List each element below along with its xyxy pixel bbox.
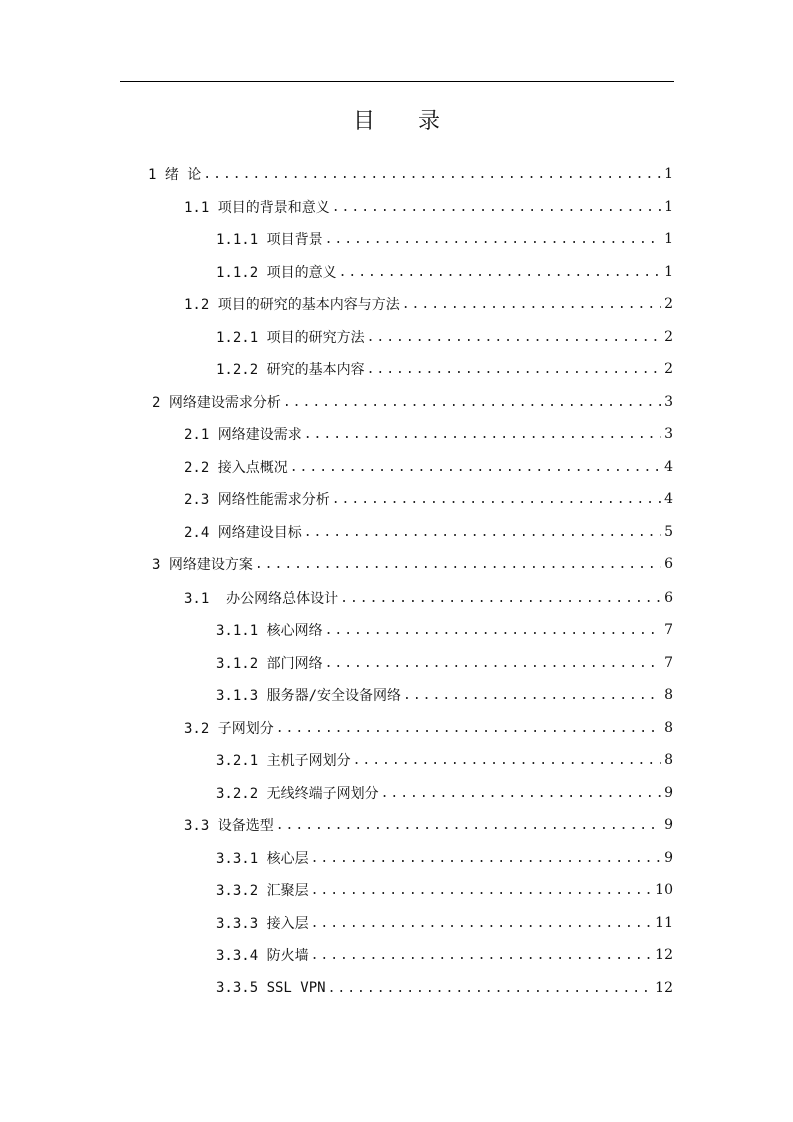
toc-entry[interactable] <box>184 488 673 510</box>
toc-entry[interactable] <box>184 293 673 315</box>
toc-entry-label: 3.3.4 防火墙 <box>216 948 309 964</box>
toc-entry[interactable] <box>184 521 673 543</box>
toc-entry-label: 3.1.1 核心网络 <box>216 623 323 639</box>
toc-entry-page: 1 <box>664 166 673 182</box>
toc-entry[interactable] <box>184 423 673 445</box>
toc-entry-page: 4 <box>664 459 673 475</box>
toc-entry[interactable] <box>216 879 673 901</box>
toc-entry-label: 3.2.1 主机子网划分 <box>216 753 351 769</box>
toc-entry-label: 1.1.1 项目背景 <box>216 232 323 248</box>
toc-entry-label: 3.3 设备选型 <box>184 818 274 834</box>
toc-leader-dots <box>283 395 661 410</box>
toc-leader-dots <box>276 818 661 833</box>
toc-leader-dots <box>304 525 661 540</box>
toc-entry[interactable] <box>216 652 673 674</box>
toc-leader-dots <box>311 883 653 898</box>
toc-entry[interactable] <box>216 358 673 380</box>
toc-entry-page: 1 <box>664 199 673 215</box>
toc-entry-page: 10 <box>655 882 673 898</box>
toc-entry[interactable] <box>184 814 673 836</box>
toc-entry[interactable] <box>216 977 673 999</box>
toc-entry-label: 3.3.5 SSL VPN <box>216 980 326 996</box>
toc-leader-dots <box>290 460 661 475</box>
toc-entry[interactable] <box>216 228 673 250</box>
toc-leader-dots <box>311 948 653 963</box>
toc-entry-page: 7 <box>664 655 673 671</box>
toc-entry-page: 2 <box>664 296 673 312</box>
toc-entry-page: 6 <box>664 590 673 606</box>
toc-entry-label: 1.1.2 项目的意义 <box>216 265 337 281</box>
toc-entry[interactable] <box>148 163 673 185</box>
toc-entry-page: 9 <box>664 817 673 833</box>
toc-entry-label: 1.2.2 研究的基本内容 <box>216 362 365 378</box>
toc-leader-dots <box>325 656 662 671</box>
toc-leader-dots <box>339 265 662 280</box>
toc-entry-page: 3 <box>664 426 673 442</box>
toc-entry[interactable] <box>152 391 673 413</box>
toc-entry-page: 8 <box>664 752 673 768</box>
toc-leader-dots <box>340 591 661 606</box>
toc-entry[interactable] <box>216 684 673 706</box>
toc-entry-page: 12 <box>655 947 673 963</box>
toc-leader-dots <box>311 916 653 931</box>
toc-entry-label: 2.3 网络性能需求分析 <box>184 492 330 508</box>
toc-leader-dots <box>332 200 661 215</box>
toc-entry-label: 1 绪 论 <box>148 167 202 183</box>
toc-entry[interactable] <box>216 782 673 804</box>
toc-entry[interactable] <box>216 912 673 934</box>
toc-entry-page: 9 <box>664 785 673 801</box>
toc-leader-dots <box>353 753 662 768</box>
toc-entry-page: 9 <box>664 850 673 866</box>
toc-entry-label: 3.1 办公网络总体设计 <box>184 591 339 607</box>
toc-entry[interactable] <box>184 196 673 218</box>
toc-entry-label: 3.1.2 部门网络 <box>216 656 323 672</box>
toc-leader-dots <box>325 623 662 638</box>
toc-entry[interactable] <box>152 553 673 575</box>
toc-entry[interactable] <box>216 619 673 641</box>
toc-entry-label: 2.4 网络建设目标 <box>184 525 302 541</box>
toc-leader-dots <box>403 688 661 703</box>
toc-entry-page: 4 <box>664 491 673 507</box>
toc-entry-label: 3.2.2 无线终端子网划分 <box>216 786 379 802</box>
toc-leader-dots <box>304 427 661 442</box>
toc-entry-page: 2 <box>664 329 673 345</box>
toc-entry-page: 2 <box>664 361 673 377</box>
toc-entry[interactable] <box>184 717 673 739</box>
toc-leader-dots <box>325 232 662 247</box>
toc-entry-label: 1.2 项目的研究的基本内容与方法 <box>184 297 400 313</box>
toc-leader-dots <box>311 851 662 866</box>
toc-entry-page: 7 <box>664 622 673 638</box>
toc-leader-dots <box>328 981 653 996</box>
toc-entry[interactable] <box>216 847 673 869</box>
toc-entry-page: 11 <box>655 915 673 931</box>
toc-entry-label: 3.3.3 接入层 <box>216 916 309 932</box>
toc-entry-label: 2.2 接入点概况 <box>184 460 288 476</box>
toc-entry[interactable] <box>184 587 673 609</box>
toc-title: 目 录 <box>353 109 458 134</box>
toc-entry-label: 3.3.2 汇聚层 <box>216 883 309 899</box>
toc-leader-dots <box>367 330 662 345</box>
toc-leader-dots <box>402 297 661 312</box>
toc-entry-label: 3.2 子网划分 <box>184 721 274 737</box>
toc-entry-page: 8 <box>664 687 673 703</box>
toc-entry[interactable] <box>216 261 673 283</box>
toc-entry-label: 3 网络建设方案 <box>152 557 253 573</box>
toc-entry-label: 1.1 项目的背景和意义 <box>184 200 330 216</box>
toc-entry-page: 1 <box>664 264 673 280</box>
toc-entry[interactable] <box>216 326 673 348</box>
toc-entry-page: 8 <box>664 720 673 736</box>
toc-leader-dots <box>367 362 662 377</box>
toc-leader-dots <box>255 557 661 572</box>
toc-entry-page: 6 <box>664 556 673 572</box>
toc-entry[interactable] <box>184 456 673 478</box>
toc-entry-page: 1 <box>664 231 673 247</box>
toc-entry-label: 3.3.1 核心层 <box>216 851 309 867</box>
toc-leader-dots <box>203 167 661 182</box>
toc-leader-dots <box>276 721 661 736</box>
toc-entry-page: 5 <box>664 524 673 540</box>
toc-leader-dots <box>332 492 661 507</box>
toc-entry-label: 2.1 网络建设需求 <box>184 427 302 443</box>
toc-entry[interactable] <box>216 944 673 966</box>
toc-entry-label: 3.1.3 服务器/安全设备网络 <box>216 688 402 704</box>
toc-entry-label: 1.2.1 项目的研究方法 <box>216 330 365 346</box>
toc-entry-label: 2 网络建设需求分析 <box>152 395 281 411</box>
toc-entry-page: 3 <box>664 394 673 410</box>
toc-entry[interactable] <box>216 749 673 771</box>
toc-leader-dots <box>381 786 662 801</box>
toc-entry-page: 12 <box>655 980 673 996</box>
